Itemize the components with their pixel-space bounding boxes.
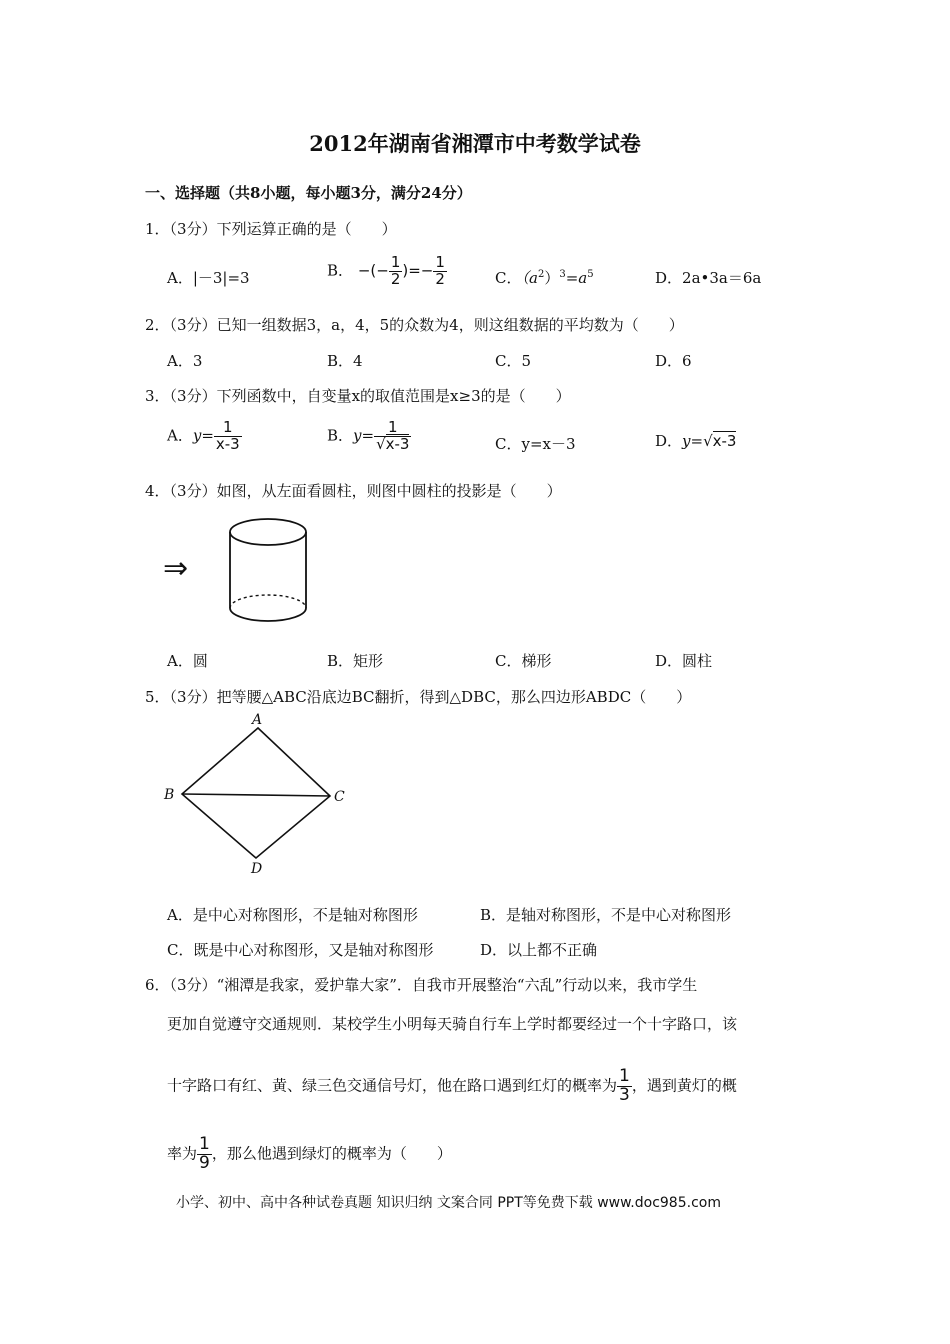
q1-option-a: A．|－3|=3 [167,269,250,287]
vertex-label-a: A [252,712,263,728]
q3-option-b: B．y= $\frac{1}{√x-3}$ [327,418,410,453]
vertex-label-d: D [251,861,263,877]
page-title: 2012年湖南省湘潭市中考数学试卷 [309,131,641,156]
q2-option-b: B．4 [327,352,363,370]
footer-text: 小学、初中、高中各种试卷真题 知识归纳 文案合同 PPT等免费下载 www.doc985.com [176,1195,721,1211]
question-5-stem: 5．（3分）把等腰△ABC沿底边BC翻折，得到△DBC，那么四边形ABDC（ ） [145,688,692,706]
sqrt-icon: √ [376,434,386,453]
quadrilateral-abdc-figure [160,708,360,878]
cylinder-bottom-front-arc [230,608,306,621]
segment-bc [182,794,330,796]
q2-option-a: A．3 [167,352,203,370]
q3-option-a: A．y= $\frac{1}{x-3}$ [167,418,240,453]
q4-option-b: B．矩形 [327,652,384,670]
q5-option-d: D．以上都不正确 [480,941,598,959]
question-6-line-4: 率为 $\frac{1}{9}$ ，那么他遇到绿灯的概率为（ ） [167,1134,452,1173]
q4-option-c: C．梯形 [495,652,552,670]
q1-b-fraction-2: $\frac{1}{2}$ [435,253,445,288]
cylinder-figure [220,510,320,630]
section-heading: 一、选择题（共8小题，每小题3分，满分24分） [145,184,472,202]
q3-a-fraction: $\frac{1}{x-3}$ [215,418,240,453]
view-direction-arrow-icon: ⇒ [163,551,189,586]
q2-option-c: C．5 [495,352,532,370]
q3-option-c: C．y=x－3 [495,435,576,453]
q1-b-fraction: $\frac{1}{2}$ [390,253,401,288]
q2-option-d: D．6 [655,352,692,370]
question-4-stem: 4．（3分）如图，从左面看圆柱，则图中圆柱的投影是（ ） [145,482,562,500]
cylinder-bottom-back-arc [230,595,306,608]
question-6-line-3: 十字路口有红、黄、绿三色交通信号灯，他在路口遇到红灯的概率为 $\frac{1}{3}$ ，遇到黄灯的概 [167,1066,737,1105]
cylinder-top-ellipse [230,519,306,545]
q5-option-b: B．是轴对称图形，不是中心对称图形 [480,906,732,924]
question-2-stem: 2．（3分）已知一组数据3，a，4，5的众数为4，则这组数据的平均数为（ ） [145,316,684,334]
q4-option-d: D．圆柱 [655,652,713,670]
q5-option-c: C．既是中心对称图形，又是轴对称图形 [167,941,434,959]
q1-option-d: D．2a•3a＝6a [655,269,762,287]
vertex-label-c: C [334,789,345,805]
quadrilateral-outline [182,728,330,858]
question-6-line-1: 6．（3分）“湘潭是我家，爱护靠大家”．自我市开展整治“六乱”行动以来，我市学生 [145,976,698,994]
q3-b-fraction: $\frac{1}{√x-3}$ [376,418,410,453]
q6-yellow-probability-fraction: $\frac{1}{9}$ [199,1134,210,1173]
q1-option-b: B． −(− $\frac{1}{2}$ )=− $\frac{1}{2}$ [327,253,445,288]
question-3-stem: 3．（3分）下列函数中，自变量x的取值范围是x≥3的是（ ） [145,387,571,405]
sqrt-icon: √ [703,432,713,450]
q6-red-probability-fraction: $\frac{1}{3}$ [619,1066,630,1105]
q5-option-a: A．是中心对称图形，不是轴对称图形 [167,906,418,924]
question-6-line-2: 更加自觉遵守交通规则．某校学生小明每天骑自行车上学时都要经过一个十字路口，该 [167,1015,738,1033]
vertex-label-b: B [164,787,175,803]
q3-option-d: D．y=√x-3 [655,432,737,450]
q1-option-c: C．$(a^2)^3=a^5$ [495,269,594,287]
question-1-stem: 1．（3分）下列运算正确的是（ ） [145,220,397,238]
q4-option-a: A．圆 [167,652,208,670]
